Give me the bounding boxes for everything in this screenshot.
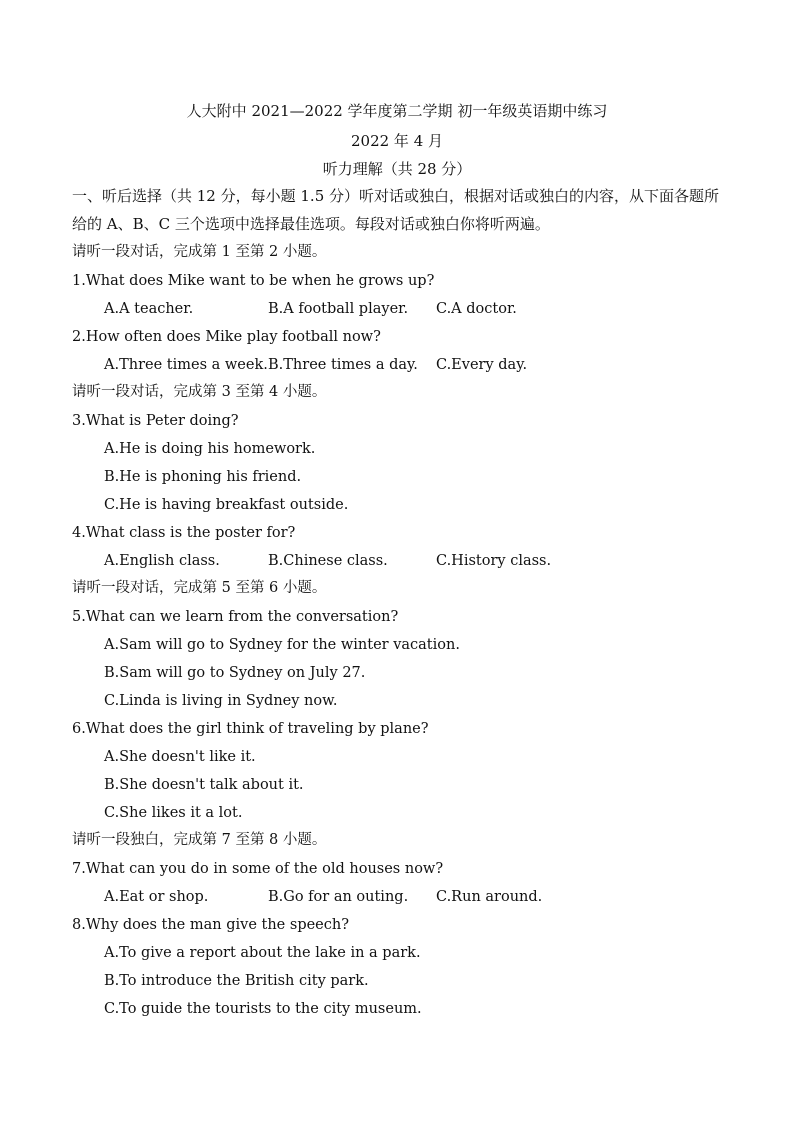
option-b: B.To introduce the British city park.	[104, 973, 369, 989]
option-b: B.Chinese class.	[268, 553, 388, 569]
option-c: C.History class.	[436, 553, 552, 569]
option-b: B.He is phoning his friend.	[104, 469, 302, 485]
option-b: B.Sam will go to Sydney on July 27.	[104, 665, 366, 681]
option-b: B.Three times a day.	[268, 357, 418, 373]
listening-prompt: 请听一段对话，完成第 1 至第 2 小题。	[72, 244, 327, 260]
option-c: C.To guide the tourists to the city museum.	[104, 1001, 422, 1017]
exam-title: 人大附中 2021—2022 学年度第二学期 初一年级英语期中练习	[186, 102, 608, 120]
option-a: A.English class.	[104, 553, 220, 569]
option-a: A.A teacher.	[104, 301, 194, 317]
option-a: A.To give a report about the lake in a park.	[104, 945, 421, 961]
question-stem: 8.Why does the man give the speech?	[72, 917, 349, 933]
option-a: A.Eat or shop.	[104, 889, 209, 905]
option-a: A.She doesn't like it.	[104, 749, 256, 765]
listening-prompt: 请听一段独白，完成第 7 至第 8 小题。	[72, 832, 327, 848]
listening-prompt: 请听一段对话，完成第 3 至第 4 小题。	[72, 384, 327, 400]
part1-instruction: 一、听后选择（共 12 分，每小题 1.5 分）听对话或独白，根据对话或独白的内容，从下面各题所给的 A、B、C 三个选项中选择最佳选项。每段对话或独白你将听两遍。	[72, 187, 720, 233]
option-c: C.Run around.	[436, 889, 543, 905]
option-b: B.A football player.	[268, 301, 409, 317]
option-c: C.A doctor.	[436, 301, 517, 317]
question-stem: 6.What does the girl think of traveling by plane?	[72, 721, 429, 737]
option-a: A.Sam will go to Sydney for the winter vacation.	[104, 637, 460, 653]
option-c: C.Every day.	[436, 357, 528, 373]
option-b: B.She doesn't talk about it.	[104, 777, 304, 793]
option-c: C.He is having breakfast outside.	[104, 497, 349, 513]
option-a: A.Three times a week.	[104, 357, 268, 373]
question-stem: 3.What is Peter doing?	[72, 413, 239, 429]
section-heading: 听力理解（共 28 分）	[322, 160, 472, 178]
question-stem: 2.How often does Mike play football now?	[72, 329, 381, 345]
exam-date: 2022 年 4 月	[350, 132, 444, 150]
option-a: A.He is doing his homework.	[104, 441, 316, 457]
question-stem: 5.What can we learn from the conversation?	[72, 609, 399, 625]
option-c: C.Linda is living in Sydney now.	[104, 693, 338, 709]
question-stem: 7.What can you do in some of the old houses now?	[72, 861, 444, 877]
listening-prompt: 请听一段对话，完成第 5 至第 6 小题。	[72, 580, 327, 596]
question-stem: 4.What class is the poster for?	[72, 525, 296, 541]
question-stem: 1.What does Mike want to be when he grows up?	[72, 273, 435, 289]
option-b: B.Go for an outing.	[268, 889, 409, 905]
option-c: C.She likes it a lot.	[104, 805, 243, 821]
